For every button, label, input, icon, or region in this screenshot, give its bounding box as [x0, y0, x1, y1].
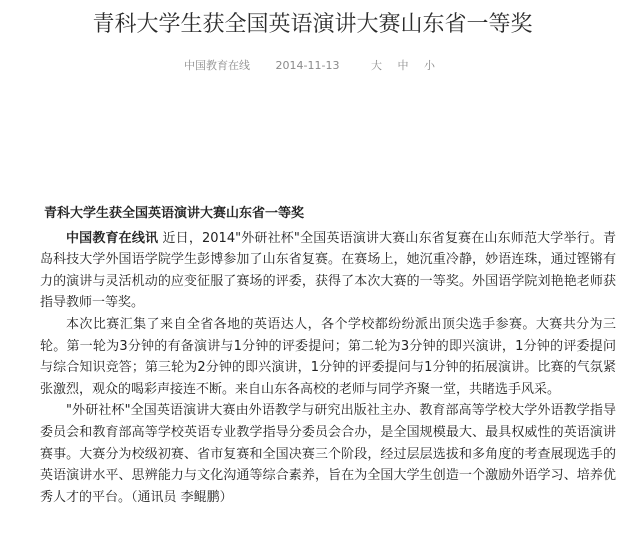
article-meta [0, 58, 625, 74]
article-subhead: 青科大学生获全国英语演讲大赛山东省一等奖 [44, 206, 305, 221]
article-paragraph-1 [40, 228, 616, 314]
lead-source: 中国教育在线讯 [66, 230, 159, 246]
font-size-medium-button[interactable]: 中 [397, 59, 409, 72]
font-size-small-button[interactable]: 小 [423, 59, 435, 72]
article-body [40, 203, 616, 508]
page-title: 青科大学生获全国英语演讲大赛山东省一等奖 [92, 12, 533, 37]
article-paragraph-2: 本次比赛汇集了来自全省各地的英语达人，各个学校都纷纷派出顶尖选手参赛。大赛共分为三轮。第一轮为3分钟的有备演讲与1分钟的评委提问；第二轮为3分钟的即兴演讲，1分钟的评委提问与综合知识竞答；第三轮为2分钟的即兴演讲，1分钟的评委提问与1分钟的拓展演讲。比赛的气氛紧张激烈，观众的喝彩声接连不断。来自山东各高校的老师与同学齐聚一堂，共睹选手风采。 [40, 316, 616, 397]
source-label: 中国教育在线 [184, 59, 251, 72]
font-size-large-button[interactable]: 大 [370, 59, 382, 72]
article-paragraph-3: "外研社杯"全国英语演讲大赛由外语教学与研究出版社主办、教育部高等学校大学外语教学指导委员会和教育部高等学校英语专业教学指导分委员会合办，是全国规模最大、最具权威性的英语演讲赛事。大赛分为校级初赛、省市复赛和全国决赛三个阶段，经过层层选拔和多角度的考查展现选手的英语演讲水平、思辨能力与文化沟通等综合素养，旨在为全国大学生创造一个激励外语学习、培养优秀人才的平台。（通讯员 李鲲鹏） [40, 403, 616, 505]
publish-date: 2014-11-13 [275, 59, 340, 72]
paragraph-1-text: 近日，2014"外研社杯"全国英语演讲大赛山东省复赛在山东师范大学举行。青岛科技大学外国语学院学生彭博参加了山东省复赛。在赛场上，她沉重冷静，妙语连珠，通过铿锵有力的演讲与灵活机动的应变征服了赛场的评委，获得了本次大赛的一等奖。外国语学院刘艳艳老师获指导教师一等奖。 [40, 230, 616, 311]
